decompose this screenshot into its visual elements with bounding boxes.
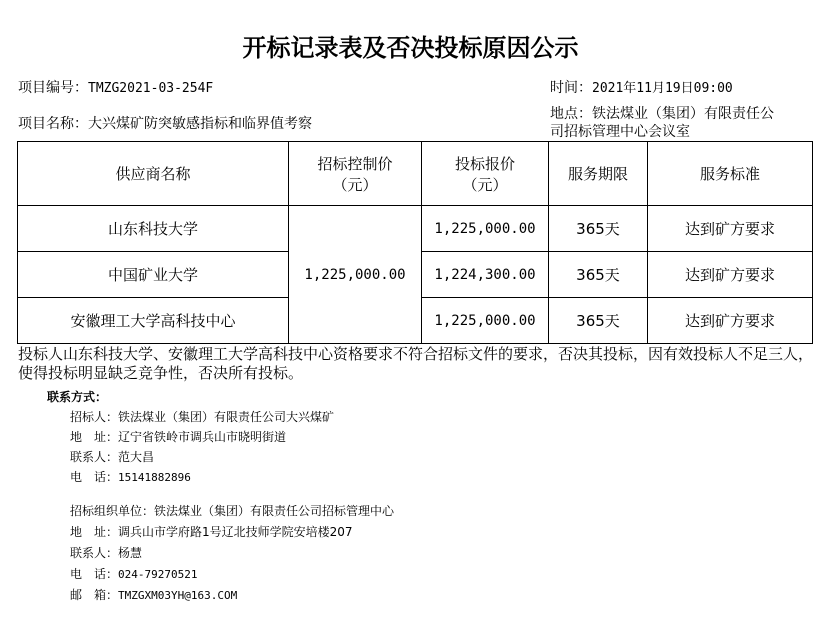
- agency-org-value: 铁法煤业（集团）有限责任公司招标管理中心: [154, 504, 395, 518]
- agency-email-label: 邮 箱：: [70, 588, 119, 602]
- tenderer-person-value: 范大昌: [118, 450, 155, 464]
- header-bid-price: [422, 142, 549, 206]
- header-term: 服务期限: [549, 142, 648, 206]
- agency-person-label: 联系人：: [70, 546, 119, 560]
- agency-phone-value: 024-79270521: [118, 568, 198, 581]
- header-control-price: [289, 142, 422, 206]
- cell-supplier: 山东科技大学: [18, 206, 289, 252]
- tenderer-org-value: 铁法煤业（集团）有限责任公司大兴煤矿: [118, 410, 335, 424]
- cell-control-price: 1,225,000.00: [289, 206, 422, 344]
- location: [550, 105, 812, 141]
- agency-address-label: 地 址：: [70, 525, 119, 539]
- project-number-value: TMZG2021-03-254F: [88, 81, 214, 96]
- tenderer-person-label: 联系人：: [70, 450, 119, 464]
- cell-bid-price: 1,225,000.00: [422, 206, 549, 252]
- agency-phone: [70, 564, 198, 584]
- tenderer-contact-person: [70, 447, 154, 467]
- header-bid-price-line1: 投标报价: [454, 154, 515, 173]
- cell-term: 365天: [549, 206, 648, 252]
- agency-org: [70, 501, 394, 521]
- tenderer-phone-value: 15141882896: [118, 471, 191, 484]
- tenderer-org: [70, 407, 334, 427]
- location-value-line2: 司招标管理中心会议室: [550, 124, 690, 140]
- bid-record-table: [17, 141, 813, 344]
- header-control-price-line2: （元）: [332, 175, 378, 194]
- agency-person-value: 杨慧: [118, 546, 143, 560]
- cell-term: 365天: [549, 252, 648, 298]
- project-name: [18, 114, 312, 134]
- cell-supplier: 安徽理工大学高科技中心: [18, 298, 289, 344]
- agency-phone-label: 电 话：: [70, 567, 119, 581]
- contact-heading: 联系方式：: [47, 390, 108, 404]
- time: [550, 78, 733, 99]
- agency-org-label: 招标组织单位：: [70, 504, 155, 518]
- table-header-row: [18, 142, 813, 206]
- tenderer-phone-label: 电 话：: [70, 470, 119, 484]
- tenderer-phone: [70, 467, 191, 487]
- cell-term: 365天: [549, 298, 648, 344]
- tenderer-address-value: 辽宁省铁岭市调兵山市晓明街道: [118, 430, 287, 444]
- contact-section: [47, 387, 395, 602]
- project-number-label: 项目编号：: [18, 80, 88, 96]
- header-control-price-line1: 招标控制价: [317, 154, 393, 173]
- time-value: 2021年11月19日09:00: [592, 81, 733, 96]
- agency-email: [70, 585, 237, 605]
- project-name-value: 大兴煤矿防突敏感指标和临界值考察: [88, 116, 312, 132]
- cell-standard: 达到矿方要求: [648, 298, 813, 344]
- location-value-line1: 铁法煤业（集团）有限责任公: [592, 106, 774, 122]
- header-supplier: 供应商名称: [18, 142, 289, 206]
- location-label: 地点：: [550, 106, 592, 122]
- cell-standard: 达到矿方要求: [648, 252, 813, 298]
- agency-address-value: 调兵山市学府路1号辽北技师学院安培楼207: [118, 525, 353, 539]
- agency-contact-person: [70, 543, 142, 563]
- project-number: [18, 78, 213, 99]
- rejection-note: 投标人山东科技大学、安徽理工大学高科技中心资格要求不符合招标文件的要求，否决其投标，因有效投标人不足三人，使得投标明显缺乏竞争性，否决所有投标。: [18, 345, 814, 382]
- cell-bid-price: 1,224,300.00: [422, 252, 549, 298]
- tenderer-address: [70, 427, 286, 447]
- tenderer-address-label: 地 址：: [70, 430, 119, 444]
- table-row: [18, 206, 813, 252]
- tenderer-org-label: 招标人：: [70, 410, 119, 424]
- agency-address: [70, 522, 353, 542]
- header-standard: 服务标准: [648, 142, 813, 206]
- agency-email-value: TMZGXM03YH@163.COM: [118, 589, 238, 602]
- project-name-label: 项目名称：: [18, 116, 88, 132]
- time-label: 时间：: [550, 80, 592, 96]
- cell-bid-price: 1,225,000.00: [422, 298, 549, 344]
- cell-standard: 达到矿方要求: [648, 206, 813, 252]
- cell-supplier: 中国矿业大学: [18, 252, 289, 298]
- page-title: 开标记录表及否决投标原因公示: [242, 33, 579, 62]
- header-bid-price-line2: （元）: [462, 175, 508, 194]
